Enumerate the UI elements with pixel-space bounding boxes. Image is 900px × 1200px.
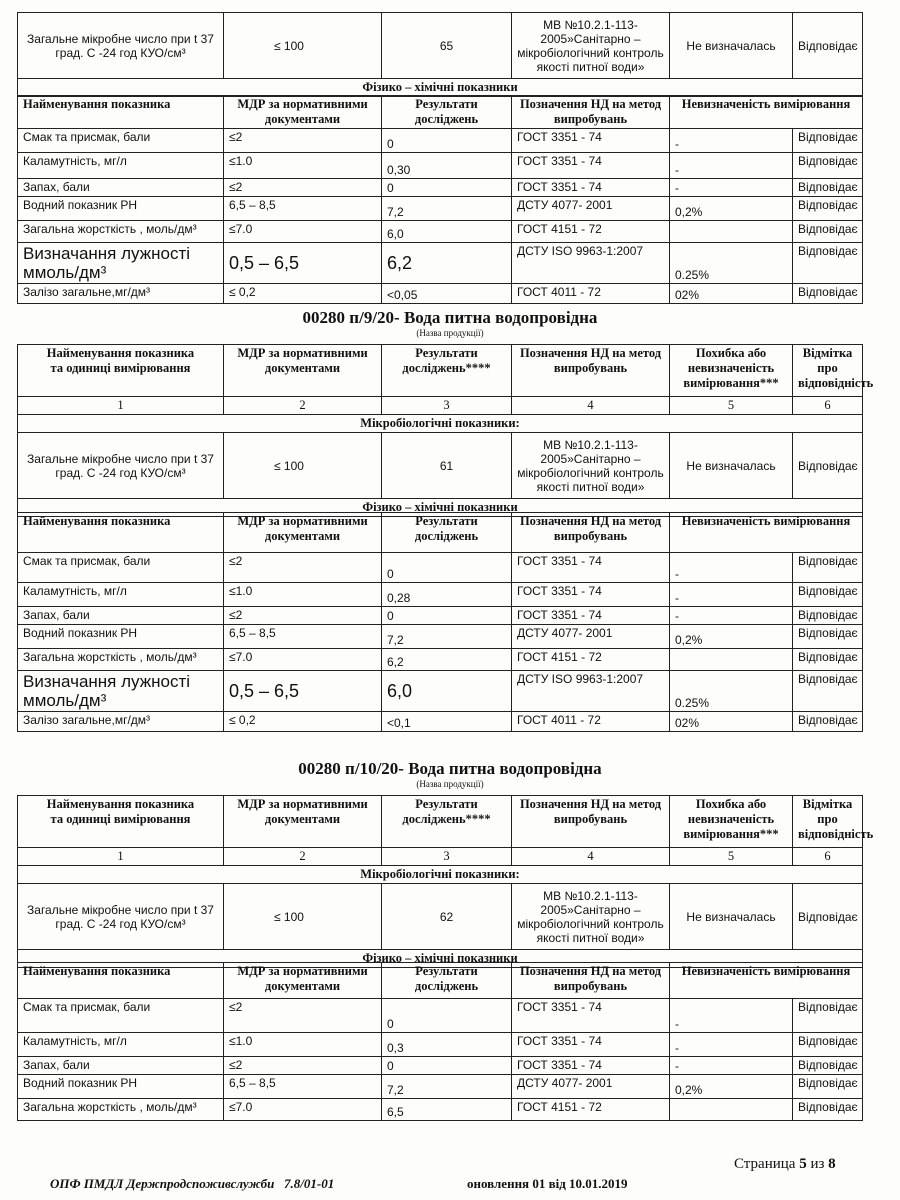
cell-result: 7,2 <box>382 1075 512 1099</box>
cell-nd: ДСТУ ISO 9963-1:2007 <box>512 243 670 284</box>
table-row <box>18 243 863 284</box>
column-numbers: 1 2 3 4 5 6 <box>18 397 863 415</box>
cell-uncertainty: - <box>670 1033 793 1057</box>
cell-nd: ГОСТ 3351 - 74 <box>512 553 670 583</box>
cell-uncertainty <box>670 649 793 671</box>
table-row <box>18 671 863 712</box>
cell-name: Залізо загальне,мг/дм³ <box>18 712 224 732</box>
physchem-rows-block2 <box>18 999 863 1121</box>
cell-uncertainty: 0,2% <box>670 197 793 221</box>
physchem-header: Найменування показника МДР за нормативними документами Результати досліджень Позначення НД на метод випробувань Невизначеність вимірювання <box>18 963 863 999</box>
cell-nd: ГОСТ 3351 - 74 <box>512 153 670 179</box>
table-row <box>18 625 863 649</box>
cell-name: Водний показник РН <box>18 625 224 649</box>
table-row <box>18 129 863 153</box>
cell-name: Смак та присмак, бали <box>18 999 224 1033</box>
cell-conformity: Відповідає <box>793 1057 863 1075</box>
physchem-header: Найменування показника МДР за нормативними документами Результати досліджень Позначення НД на метод випробувань Невизначеність вимірювання <box>18 513 863 553</box>
physchem-table-block1 <box>17 512 863 732</box>
table-row: Загальне мікробне число при t 37 град. С -24 год КУО/см³ ≤ 100 62 МВ №10.2.1-113-2005»Санітарно – мікробіологічний контроль якості питної води» Не визначалась Відповідає <box>18 884 863 950</box>
section-physchem: Фізико – хімічні показники <box>18 79 863 97</box>
cell-result: 0 <box>382 553 512 583</box>
cell-result: <0,05 <box>382 284 512 304</box>
cell-mdr: ≤2 <box>224 607 382 625</box>
cell-uncertainty: - <box>670 607 793 625</box>
micro-table-block0 <box>17 12 863 97</box>
section-physchem: Фізико – хімічні показники <box>18 499 863 517</box>
cell-result: 0 <box>382 999 512 1033</box>
cell-nd: ДСТУ 4077- 2001 <box>512 625 670 649</box>
cell-uncertainty: - <box>670 999 793 1033</box>
column-numbers: 1 2 3 4 5 6 <box>18 848 863 866</box>
cell-result: 0 <box>382 607 512 625</box>
cell-name: Залізо загальне,мг/дм³ <box>18 284 224 304</box>
physchem-header: Найменування показника МДР за нормативними документами Результати досліджень Позначення НД на метод випробувань Невизначеність вимірювання <box>18 96 863 129</box>
cell-conformity: Відповідає <box>793 221 863 243</box>
cell-result: 6,0 <box>382 671 512 712</box>
table-row <box>18 197 863 221</box>
cell-conformity: Відповідає <box>793 243 863 284</box>
cell-uncertainty <box>670 221 793 243</box>
cell-mdr: ≤2 <box>224 553 382 583</box>
cell-nd: ГОСТ 4011 - 72 <box>512 284 670 304</box>
section-physchem: Фізико – хімічні показники <box>18 950 863 968</box>
cell-name: Каламутність, мг/л <box>18 583 224 607</box>
product-subtitle-block1: (Назва продукції) <box>416 328 484 338</box>
product-title-block1: 00280 п/9/20- Вода питна водопровідна <box>302 308 598 327</box>
cell-nd: ГОСТ 4011 - 72 <box>512 712 670 732</box>
cell-mdr: ≤1.0 <box>224 153 382 179</box>
cell-result: 0,3 <box>382 1033 512 1057</box>
cell-name: Запах, бали <box>18 1057 224 1075</box>
cell-conformity: Відповідає <box>793 649 863 671</box>
micro-table-block1 <box>17 344 874 517</box>
cell-name: Загальна жорсткість , моль/дм³ <box>18 1099 224 1121</box>
cell-conformity: Відповідає <box>793 197 863 221</box>
cell-uncertainty: 02% <box>670 712 793 732</box>
physchem-rows-block1 <box>18 553 863 732</box>
cell-conformity: Відповідає <box>793 153 863 179</box>
micro-conformity: Відповідає <box>793 13 863 79</box>
cell-name: Водний показник РН <box>18 1075 224 1099</box>
cell-result: 0 <box>382 1057 512 1075</box>
cell-conformity: Відповідає <box>793 671 863 712</box>
cell-nd: ГОСТ 3351 - 74 <box>512 583 670 607</box>
cell-conformity: Відповідає <box>793 1033 863 1057</box>
cell-nd: ГОСТ 3351 - 74 <box>512 129 670 153</box>
micro-mdr: ≤ 100 <box>224 13 382 79</box>
main-header: Найменування показника та одиниці вимірювання МДР за нормативними документами Результати досліджень**** Позначення НД на метод випробувань Похибка або невизначеність вимірювання*** Відмітка про відповідність <box>18 796 863 848</box>
cell-mdr: ≤1.0 <box>224 1033 382 1057</box>
table-row <box>18 583 863 607</box>
cell-uncertainty: 0,2% <box>670 1075 793 1099</box>
cell-conformity: Відповідає <box>793 284 863 304</box>
table-row <box>18 179 863 197</box>
micro-error: Не визначалась <box>670 13 793 79</box>
main-header: Найменування показника та одиниці вимірювання МДР за нормативними документами Результати досліджень**** Позначення НД на метод випробувань Похибка або невизначеність вимірювання*** Відмітка про відповідність <box>18 345 863 397</box>
cell-uncertainty: - <box>670 553 793 583</box>
physchem-table-block0 <box>17 95 863 304</box>
table-row <box>18 153 863 179</box>
cell-nd: ГОСТ 3351 - 74 <box>512 1033 670 1057</box>
cell-mdr: 0,5 – 6,5 <box>224 243 382 284</box>
cell-result: 0,28 <box>382 583 512 607</box>
cell-mdr: ≤2 <box>224 999 382 1033</box>
cell-result: 7,2 <box>382 197 512 221</box>
footer-org: ОПФ ПМДЛ Держпродспоживслужби 7.8/01-01 <box>50 1176 335 1191</box>
micro-table-block2 <box>17 795 874 968</box>
cell-mdr: 6,5 – 8,5 <box>224 1075 382 1099</box>
table-row: Загальне мікробне число при t 37 град. С -24 год КУО/см³ ≤ 100 61 МВ №10.2.1-113-2005»Санітарно – мікробіологічний контроль якості питної води» Не визначалась Відповідає <box>18 433 863 499</box>
cell-conformity: Відповідає <box>793 553 863 583</box>
cell-nd: ГОСТ 3351 - 74 <box>512 179 670 197</box>
cell-uncertainty: - <box>670 1057 793 1075</box>
cell-uncertainty: - <box>670 583 793 607</box>
table-row <box>18 1033 863 1057</box>
cell-result: 6,5 <box>382 1099 512 1121</box>
cell-mdr: 0,5 – 6,5 <box>224 671 382 712</box>
cell-conformity: Відповідає <box>793 1099 863 1121</box>
table-row <box>18 1057 863 1075</box>
cell-conformity: Відповідає <box>793 625 863 649</box>
cell-uncertainty <box>670 1099 793 1121</box>
cell-uncertainty: 0.25% <box>670 671 793 712</box>
physchem-table-block2 <box>17 962 863 1121</box>
table-row <box>18 607 863 625</box>
cell-name: Визначання лужності ммоль/дм³ <box>18 671 224 712</box>
cell-name: Каламутність, мг/л <box>18 1033 224 1057</box>
cell-conformity: Відповідає <box>793 607 863 625</box>
cell-name: Смак та присмак, бали <box>18 553 224 583</box>
micro-result: 65 <box>382 13 512 79</box>
cell-name: Запах, бали <box>18 607 224 625</box>
cell-result: 7,2 <box>382 625 512 649</box>
cell-mdr: ≤2 <box>224 1057 382 1075</box>
section-micro: Мікробіологічні показники: <box>18 866 863 884</box>
cell-nd: ДСТУ 4077- 2001 <box>512 1075 670 1099</box>
cell-conformity: Відповідає <box>793 583 863 607</box>
cell-nd: ГОСТ 4151 - 72 <box>512 649 670 671</box>
cell-uncertainty: - <box>670 129 793 153</box>
table-row <box>18 221 863 243</box>
physchem-rows-block0 <box>18 129 863 304</box>
cell-conformity: Відповідає <box>793 712 863 732</box>
table-row <box>18 712 863 732</box>
table-row <box>18 13 863 79</box>
cell-mdr: ≤7.0 <box>224 649 382 671</box>
cell-name: Водний показник РН <box>18 197 224 221</box>
table-row <box>18 284 863 304</box>
cell-conformity: Відповідає <box>793 179 863 197</box>
table-row <box>18 1075 863 1099</box>
cell-result: 6,2 <box>382 243 512 284</box>
cell-mdr: ≤7.0 <box>224 221 382 243</box>
cell-nd: ГОСТ 3351 - 74 <box>512 999 670 1033</box>
cell-name: Смак та присмак, бали <box>18 129 224 153</box>
cell-result: 6,0 <box>382 221 512 243</box>
cell-mdr: ≤7.0 <box>224 1099 382 1121</box>
cell-nd: ДСТУ 4077- 2001 <box>512 197 670 221</box>
micro-name: Загальне мікробне число при t 37 град. С -24 год КУО/см³ <box>18 13 224 79</box>
page-number: Страница 5 из 8 <box>734 1156 836 1172</box>
cell-mdr: ≤2 <box>224 179 382 197</box>
cell-conformity: Відповідає <box>793 999 863 1033</box>
cell-name: Каламутність, мг/л <box>18 153 224 179</box>
cell-nd: ДСТУ ISO 9963-1:2007 <box>512 671 670 712</box>
product-title-block2: 00280 п/10/20- Вода питна водопровідна <box>298 759 602 778</box>
product-subtitle-block2: (Назва продукції) <box>416 779 484 789</box>
micro-nd: МВ №10.2.1-113-2005»Санітарно – мікробіологічний контроль якості питної води» <box>512 13 670 79</box>
cell-mdr: ≤2 <box>224 129 382 153</box>
cell-result: 6,2 <box>382 649 512 671</box>
cell-name: Визначання лужності ммоль/дм³ <box>18 243 224 284</box>
cell-mdr: 6,5 – 8,5 <box>224 197 382 221</box>
cell-name: Загальна жорсткість , моль/дм³ <box>18 221 224 243</box>
cell-result: 0,30 <box>382 153 512 179</box>
cell-mdr: ≤ 0,2 <box>224 284 382 304</box>
cell-uncertainty: 0,2% <box>670 625 793 649</box>
cell-conformity: Відповідає <box>793 1075 863 1099</box>
cell-name: Загальна жорсткість , моль/дм³ <box>18 649 224 671</box>
cell-result: 0 <box>382 129 512 153</box>
cell-mdr: 6,5 – 8,5 <box>224 625 382 649</box>
cell-uncertainty: 02% <box>670 284 793 304</box>
cell-result: 0 <box>382 179 512 197</box>
cell-uncertainty: - <box>670 179 793 197</box>
table-row <box>18 649 863 671</box>
cell-conformity: Відповідає <box>793 129 863 153</box>
footer-update: оновлення 01 від 10.01.2019 <box>467 1176 628 1191</box>
cell-nd: ГОСТ 4151 - 72 <box>512 1099 670 1121</box>
section-micro: Мікробіологічні показники: <box>18 415 863 433</box>
cell-uncertainty: 0.25% <box>670 243 793 284</box>
cell-mdr: ≤1.0 <box>224 583 382 607</box>
cell-nd: ГОСТ 3351 - 74 <box>512 607 670 625</box>
table-row <box>18 553 863 583</box>
table-row <box>18 1099 863 1121</box>
cell-nd: ГОСТ 4151 - 72 <box>512 221 670 243</box>
cell-result: <0,1 <box>382 712 512 732</box>
cell-name: Запах, бали <box>18 179 224 197</box>
cell-mdr: ≤ 0,2 <box>224 712 382 732</box>
cell-nd: ГОСТ 3351 - 74 <box>512 1057 670 1075</box>
table-row <box>18 999 863 1033</box>
cell-uncertainty: - <box>670 153 793 179</box>
